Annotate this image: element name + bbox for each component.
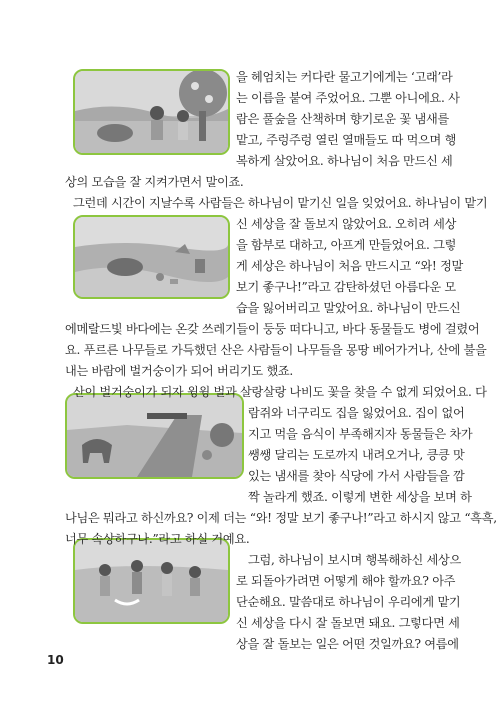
illustration-kids-cleaning [73,538,230,624]
text-line: 상을 잘 돌보는 일은 어떤 것일까요? 여름에 [236,637,459,651]
text-line: 그럼, 하나님이 보시며 행복해하신 세상으 [248,553,461,567]
text-line: 보기 좋구나!”라고 감탄하셨던 아름다운 모 [236,280,456,294]
text-line: 내는 바람에 벌거숭이가 되어 버리기도 했죠. [65,364,293,378]
text-line: 을 함부로 대하고, 아프게 만들었어요. 그렇 [236,238,457,252]
text-line: 습을 잃어버리고 말았어요. 하나님이 만드신 [236,301,461,315]
text-line: 있는 냄새를 찾아 식당에 가서 사람들을 깜 [248,469,465,483]
text-line: 신 세상을 다시 잘 돌보면 돼요. 그렇다면 세 [236,616,460,630]
page-number: 10 [47,653,64,667]
illustration-polluted-beach [73,215,230,299]
text-line: 복하게 살았어요. 하나님이 처음 만드신 세 [236,154,453,168]
text-line: 산이 벌거숭이가 되자 윙윙 벌과 살랑살랑 나비도 꽃을 찾을 수 없게 되었어요. 다 [73,385,487,399]
text-line: 람쥐와 너구리도 집을 잃었어요. 집이 없어 [248,406,465,420]
illustration-animals-on-road [65,393,244,479]
text-line: 신 세상을 잘 돌보지 않았어요. 오히려 세상 [236,217,457,231]
text-line: 람은 풀숲을 산책하며 향기로운 꽃 냄새를 [236,112,449,126]
text-line: 나님은 뭐라고 하신까요? 이제 더는 “와! 정말 보기 좋구나!”라고 하시지 않고 “흑흑, [65,511,497,525]
text-line: 너무 속상하구나.”라고 하실 거예요. [65,532,250,546]
text-line: 짝 놀라게 했죠. 이렇게 변한 세상을 보며 하 [248,490,472,504]
text-line: 에메랄드빛 바다에는 온갖 쓰레기들이 둥둥 떠다니고, 바다 동물들도 병에 걸렸어 [65,322,480,336]
text-line: 쌩쌩 달리는 도로까지 내려오거나, 킁킁 맛 [248,448,465,462]
text-line: 지고 먹을 음식이 부족해지자 동물들은 차가 [248,427,473,441]
text-line: 맡고, 주렁주렁 열린 열매들도 따 먹으며 행 [236,133,457,147]
text-line: 상의 모습을 잘 지켜가면서 말이죠. [65,175,244,189]
illustration-creation-garden [73,69,230,155]
text-line: 게 세상은 하나님이 처음 만드시고 “와! 정말 [236,259,464,273]
text-line: 로 되돌아가려면 어떻게 해야 할까요? 아주 [236,574,456,588]
text-line: 요. 푸르른 나무들로 가득했던 산은 사람들이 나무들을 몽땅 베어가거나, 산에 불을 [65,343,487,357]
text-line: 그런데 시간이 지날수록 사람들은 하나님이 맡기신 일을 잊었어요. 하나님이 맡기 [73,196,488,210]
text-line: 을 헤엄치는 커다란 물고기에게는 ‘고래’라 [236,70,453,84]
text-line: 는 이름을 붙여 주었어요. 그뿐 아니에요. 사 [236,91,460,105]
text-line: 단순해요. 말씀대로 하나님이 우리에게 맡기 [236,595,461,609]
